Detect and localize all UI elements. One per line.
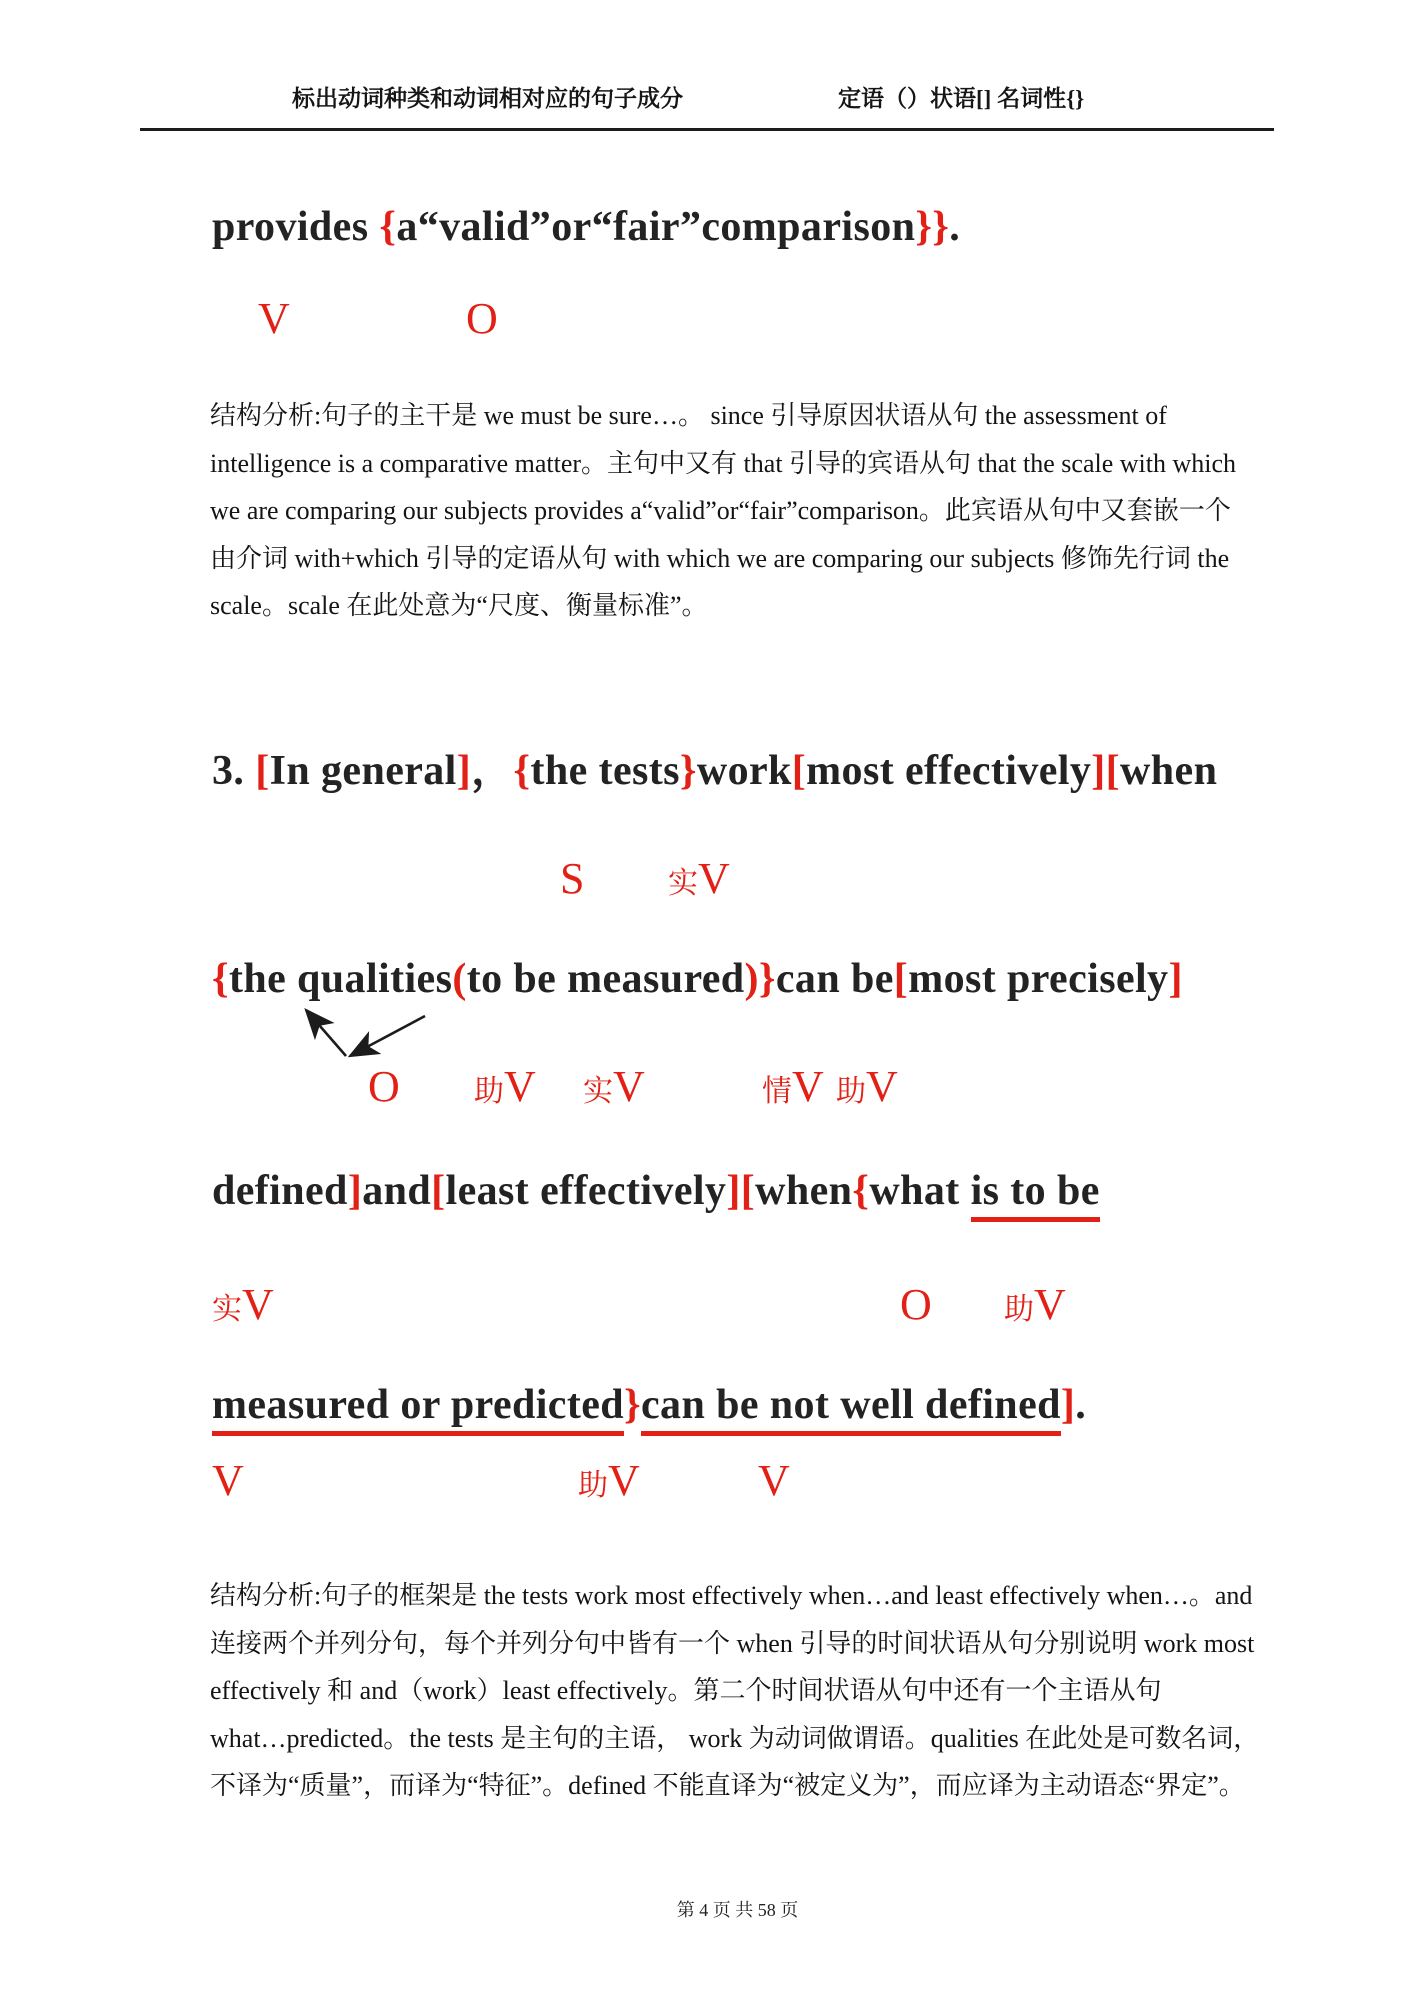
qualities-arrow-annotation (280, 998, 440, 1068)
analysis-line: 结构分析:句子的框架是 the tests work most effectively when…and least effectively when…。and (210, 1581, 1253, 1610)
grammar-marker-zhu-v (1004, 1280, 1066, 1335)
sentence3-heading-line3 (212, 1164, 1100, 1218)
analysis-line: we are comparing our subjects provides a“valid”or“fair”comparison。此宾语从句中又套嵌一个 (210, 496, 1231, 525)
marker-v-label: V (608, 1456, 640, 1505)
heading-segment: when (755, 1168, 853, 1214)
bracket-close: ] (347, 1168, 363, 1214)
grammar-marker-zhu-v (474, 1062, 536, 1117)
analysis-paragraph-sentence3 (210, 1572, 1280, 1810)
brace-close: } (679, 748, 697, 794)
heading-segment: . (949, 204, 961, 250)
analysis-line: 由介词 with+which 引导的定语从句 with which we are comparing our subjects 修饰先行词 the (210, 543, 1230, 573)
heading-segment: In general (269, 748, 457, 794)
page-number-footer: 第 4 页 共 58 页 (676, 1900, 799, 1920)
sentence3-heading-line1 (212, 744, 1217, 798)
heading-segment: when (1120, 748, 1218, 794)
heading-segment: defined (212, 1168, 348, 1214)
grammar-marker-v: V (758, 1456, 790, 1505)
brace-close: } (624, 1382, 641, 1428)
analysis-line: 不译为“质量”，而译为“特征”。defined 不能直译为“被定义为”，而应译为主动语态“界定”。 (210, 1771, 1245, 1800)
marker-cn-label: 助 (578, 1469, 608, 1502)
brace-close: }} (915, 204, 950, 250)
marker-cn-label: 实 (583, 1075, 613, 1108)
bracket-open: [ (791, 748, 807, 794)
analysis-line: scale。scale 在此处意为“尺度、衡量标准”。 (210, 591, 708, 620)
grammar-marker-zhu-v (578, 1456, 640, 1511)
brace-open: { (852, 1168, 870, 1214)
heading-segment: most precisely (908, 956, 1169, 1002)
bracket-close: ] (1168, 956, 1183, 1002)
grammar-marker-qing-v (762, 1062, 824, 1117)
grammar-marker-o: O (466, 294, 498, 343)
sentence3-heading-line4 (212, 1378, 1086, 1432)
marker-cn-label: 助 (1004, 1293, 1034, 1326)
grammar-marker-v: V (258, 294, 290, 343)
bracket-pair: ][ (1091, 748, 1121, 794)
marker-cn-label: 实 (212, 1293, 242, 1326)
marker-cn-label: 助 (836, 1075, 866, 1108)
grammar-marker-shi-v (668, 854, 730, 909)
analysis-line: intelligence is a comparative matter。主句中又有 that 引导的宾语从句 that the scale with which (210, 448, 1237, 478)
heading-segment: can be (775, 956, 894, 1002)
heading-segment: provides (212, 204, 380, 250)
heading-segment: least effectively (445, 1168, 727, 1214)
marker-v-label: V (613, 1062, 645, 1111)
heading-segment: most effectively (806, 748, 1092, 794)
analysis-line: effectively 和 and（work）least effectively。第二个时间状语从句中还有一个主语从句 (210, 1676, 1162, 1705)
grammar-marker-s: S (560, 854, 585, 903)
header-left-label: 标出动词种类和动词相对应的句子成分 (292, 86, 683, 111)
heading-segment: ， (471, 748, 514, 794)
heading-segment: the tests (530, 748, 680, 794)
grammar-marker-o: O (368, 1062, 400, 1111)
heading-segment: work (696, 748, 792, 794)
paren-open: ( (452, 956, 467, 1002)
bracket-close: ] (1060, 1382, 1076, 1428)
marker-v-label: V (242, 1280, 274, 1329)
marker-v-label: V (792, 1062, 824, 1111)
marker-cn-label: 实 (668, 867, 698, 900)
header-right-label: 定语（）状语[] 名词性{} (838, 86, 1085, 111)
heading-segment: 3. (212, 748, 256, 794)
underlined-segment: measured or predicted (212, 1382, 624, 1436)
marker-v-label: V (866, 1062, 898, 1111)
analysis-line: 连接两个并列分句，每个并列分句中皆有一个 when 引导的时间状语从句分别说明 work most (210, 1628, 1255, 1658)
marker-v-label: V (1034, 1280, 1066, 1329)
brace-open: { (212, 956, 229, 1002)
marker-cn-label: 助 (474, 1075, 504, 1108)
bracket-open: [ (255, 748, 270, 794)
marker-cn-label: 情 (762, 1075, 792, 1108)
analysis-line: what…predicted。the tests 是主句的主语， work 为动词做谓语。qualities 在此处是可数名词， (210, 1723, 1260, 1753)
underlined-segment: can be not well defined (641, 1382, 1061, 1436)
brace-open: { (513, 748, 531, 794)
underlined-segment: is to be (971, 1168, 1100, 1222)
grammar-marker-shi-v (212, 1280, 274, 1335)
bracket-pair: ][ (726, 1168, 756, 1214)
heading-segment: what (869, 1168, 971, 1214)
grammar-marker-v: V (212, 1456, 244, 1505)
grammar-marker-zhu-v (836, 1062, 898, 1117)
marker-v-label: V (504, 1062, 536, 1111)
grammar-marker-shi-v (583, 1062, 645, 1117)
analysis-paragraph-sentence2 (210, 392, 1280, 630)
heading-segment: . (1075, 1382, 1087, 1428)
sentence2-heading-line (212, 200, 960, 254)
bracket-open: [ (431, 1168, 446, 1214)
grammar-marker-o: O (900, 1280, 932, 1329)
heading-segment: and (362, 1168, 432, 1214)
marker-v-label: V (698, 854, 730, 903)
heading-segment: the qualities (228, 956, 453, 1002)
bracket-open: [ (893, 956, 909, 1002)
header-rule (140, 128, 1274, 131)
paren-brace-close: )} (744, 956, 776, 1002)
bracket-close: ] (456, 748, 472, 794)
heading-segment: to be measured (466, 956, 745, 1002)
heading-segment: a“valid”or“fair”comparison (396, 204, 916, 250)
analysis-line: 结构分析:句子的主干是 we must be sure…。 since 引导原因状语从句 the assessment of (210, 401, 1167, 430)
brace-open: { (379, 204, 397, 250)
